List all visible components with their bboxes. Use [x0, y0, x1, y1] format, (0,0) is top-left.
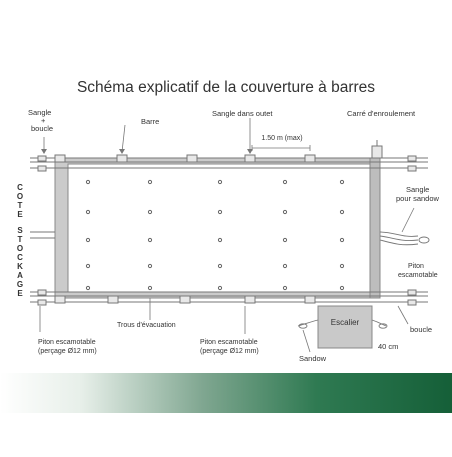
label-boucle-bottom: boucle — [410, 325, 433, 334]
vertical-letter: T — [17, 201, 23, 210]
vertical-letter: O — [16, 192, 24, 201]
vertical-letter: S — [17, 226, 23, 235]
label-boucle-top: boucle — [31, 124, 54, 133]
pointer-sandow — [303, 330, 310, 352]
strap-clip — [305, 155, 315, 162]
label-sandow: Sandow — [299, 354, 327, 363]
label-carre: Carré d'enroulement — [347, 109, 416, 118]
decorative-gradient-band — [0, 373, 452, 413]
pointer-boucle — [398, 306, 408, 324]
strap-clip — [55, 155, 65, 162]
label-piton-mid-1: Piton escamotable — [200, 339, 258, 346]
cote-stockage-label — [17, 183, 23, 298]
label-sangle-sandow-1: Sangle — [406, 185, 430, 194]
label-40cm: 40 cm — [378, 342, 399, 351]
label-piton-left-2: (perçage Ø12 mm) — [38, 348, 97, 355]
vertical-letter: A — [17, 271, 23, 280]
staircase — [318, 306, 372, 348]
arrow-head — [247, 149, 253, 154]
strap-clip — [117, 155, 127, 162]
stair-sandow-left — [298, 320, 318, 326]
vertical-letter: T — [17, 235, 23, 244]
label-barre: Barre — [141, 117, 160, 126]
label-piton-mid-2: (perçage Ø12 mm) — [200, 348, 259, 355]
roller-side — [370, 158, 380, 298]
bar-end-cap — [38, 166, 46, 171]
label-sangle-outet: Sangle dans outet — [212, 109, 273, 118]
strap-clip — [245, 296, 255, 303]
bar-end-cap — [408, 166, 416, 171]
strap-clip — [108, 296, 118, 303]
strap-clip — [187, 155, 197, 162]
label-sangle: Sangle — [28, 108, 52, 117]
vertical-letter: E — [17, 210, 23, 219]
label-trous: Trous d'évacuation — [117, 322, 176, 329]
vertical-letter: G — [16, 280, 24, 289]
diagram-title: Schéma explicatif de la couverture à barres — [76, 79, 376, 96]
right-end-caps — [408, 156, 416, 305]
piton-right — [419, 237, 429, 243]
bar-end-cap — [408, 156, 416, 161]
arrow-head — [41, 149, 47, 154]
bar-end-cap — [38, 156, 46, 161]
bar-end-cap — [38, 290, 46, 295]
label-piton-right-2: escamotable — [398, 272, 438, 279]
vertical-letter: C — [17, 253, 23, 262]
strap-clip — [245, 155, 255, 162]
left-end-caps — [38, 156, 46, 305]
vertical-letter: O — [16, 244, 24, 253]
vertical-letter: E — [17, 289, 23, 298]
strap-clip — [180, 296, 190, 303]
label-piton-left-1: Piton escamotable — [38, 339, 96, 346]
strap-line — [380, 232, 418, 236]
pointer-barre — [122, 125, 125, 152]
vertical-letter: C — [17, 183, 23, 192]
bar-end-cap — [408, 300, 416, 305]
strap-clip — [305, 296, 315, 303]
vertical-letter: K — [17, 262, 23, 271]
label-piton-right-1: Piton — [408, 263, 424, 270]
bar-end-cap — [38, 300, 46, 305]
strap-clip — [55, 296, 65, 303]
arrow-head — [119, 149, 125, 154]
label-escalier: Escalier — [330, 318, 360, 327]
pointer-sangle-sandow — [402, 208, 414, 232]
sandow-strap — [380, 232, 418, 245]
label-plus: + — [41, 116, 46, 125]
bar-end-cap — [408, 290, 416, 295]
roller-square — [372, 146, 382, 158]
label-sangle-sandow-2: pour sandow — [396, 194, 439, 203]
dimension-label: 1.50 m (max) — [261, 135, 303, 142]
